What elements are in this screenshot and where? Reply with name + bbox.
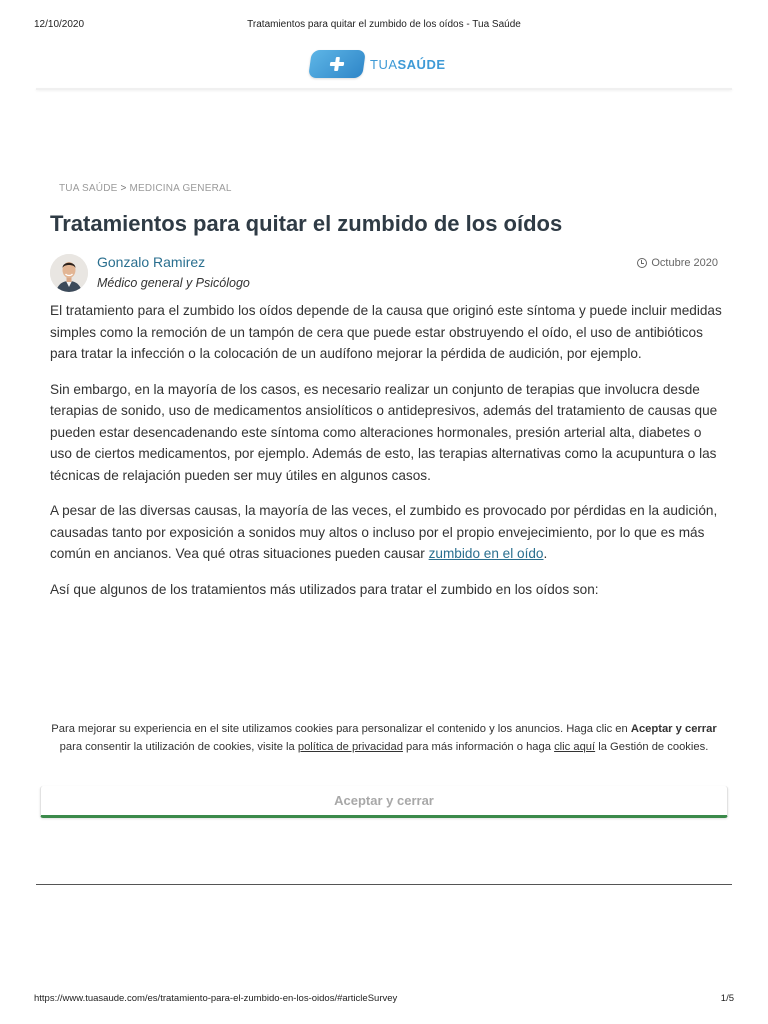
- cookie-text-2: para consentir la utilización de cookies, visite la: [59, 741, 298, 753]
- article-body: [50, 300, 722, 614]
- breadcrumb-separator: >: [120, 183, 127, 194]
- article-date-text: Octubre 2020: [651, 257, 718, 269]
- author-name-link[interactable]: Gonzalo Ramirez: [97, 254, 206, 270]
- paragraph-3-text: A pesar de las diversas causas, la mayoría de las veces, el zumbido es provocado por pérdidas en la audición, causadas tanto por exposición a sonidos muy altos o incluso por el propio envejecimiento, por lo que es más común en ancianos. Vea qué otras situaciones pueden causar: [50, 503, 718, 561]
- cookie-text-3: para más información o haga: [402, 741, 555, 753]
- paragraph-3: [50, 500, 722, 565]
- print-url: https://www.tuasaude.com/es/tratamiento-para-el-zumbido-en-los-oidos/#articleSurvey: [34, 993, 398, 1004]
- tinnitus-causes-link[interactable]: zumbido en el oído: [428, 546, 544, 561]
- print-date: 12/10/2020: [34, 19, 85, 30]
- paragraph-1: El tratamiento para el zumbido los oídos depende de la causa que originó este síntoma y puede incluir medidas simples como la remoción de un tampón de cera que puede estar obstruyendo el oído, el uso de antibióticos para tratar la infección o la colocación de un audífono mejorar la pérdida de audición, por ejemplo.: [50, 303, 722, 361]
- cookie-text-4: la Gestión de cookies.: [595, 741, 709, 753]
- footer-divider: [36, 884, 732, 885]
- print-page-number: 1/5: [720, 993, 734, 1004]
- cookie-text-1: Para mejorar su experiencia en el site utilizamos cookies para personalizar el contenido y los anuncios. Haga clic en: [51, 723, 631, 735]
- medical-cross-icon: [308, 50, 366, 78]
- author-photo-icon: [50, 254, 88, 292]
- paragraph-4: Así que algunos de los tratamientos más utilizados para tratar el zumbido en los oídos son:: [50, 581, 599, 597]
- breadcrumb: [59, 183, 232, 194]
- tua-saude-logo[interactable]: [310, 48, 470, 80]
- logo-text: TUASAÚDE: [370, 56, 446, 72]
- privacy-policy-link[interactable]: política de privacidad: [297, 741, 403, 753]
- print-document-title: Tratamientos para quitar el zumbido de los oídos - Tua Saúde: [247, 19, 521, 30]
- author-role: Médico general y Psicólogo: [97, 276, 250, 290]
- accept-and-close-button[interactable]: Aceptar y cerrar: [40, 786, 728, 818]
- cookie-settings-link[interactable]: clic aquí: [554, 741, 596, 753]
- breadcrumb-home[interactable]: TUA SAÚDE: [59, 183, 118, 194]
- header-divider: [36, 88, 732, 90]
- paragraph-2: Sin embargo, en la mayoría de los casos, es necesario realizar un conjunto de terapias que involucra desde terapias de sonido, uso de medicamentos ansiolíticos o antidepresivos, además del tratamiento de causas que pueden estar desencadenando este síntoma como alteraciones hormonales, presión arterial alta, diabetes o uso de ciertos medicamentos, por ejemplo. Además de esto, las terapias alternativas como la acupuntura o las técnicas de relajación pueden ser muy útiles en algunos casos.: [50, 381, 718, 483]
- author-avatar[interactable]: [50, 254, 88, 292]
- cookie-text-bold: Aceptar y cerrar: [630, 723, 717, 735]
- article-date: [637, 257, 718, 269]
- breadcrumb-section[interactable]: MEDICINA GENERAL: [129, 183, 232, 194]
- cookie-notice: [42, 720, 726, 756]
- clock-icon: [637, 258, 647, 268]
- print-header: [34, 19, 734, 33]
- paragraph-3-end: .: [543, 546, 548, 561]
- print-footer: [34, 993, 734, 1007]
- page-title: Tratamientos para quitar el zumbido de los oídos: [50, 211, 563, 236]
